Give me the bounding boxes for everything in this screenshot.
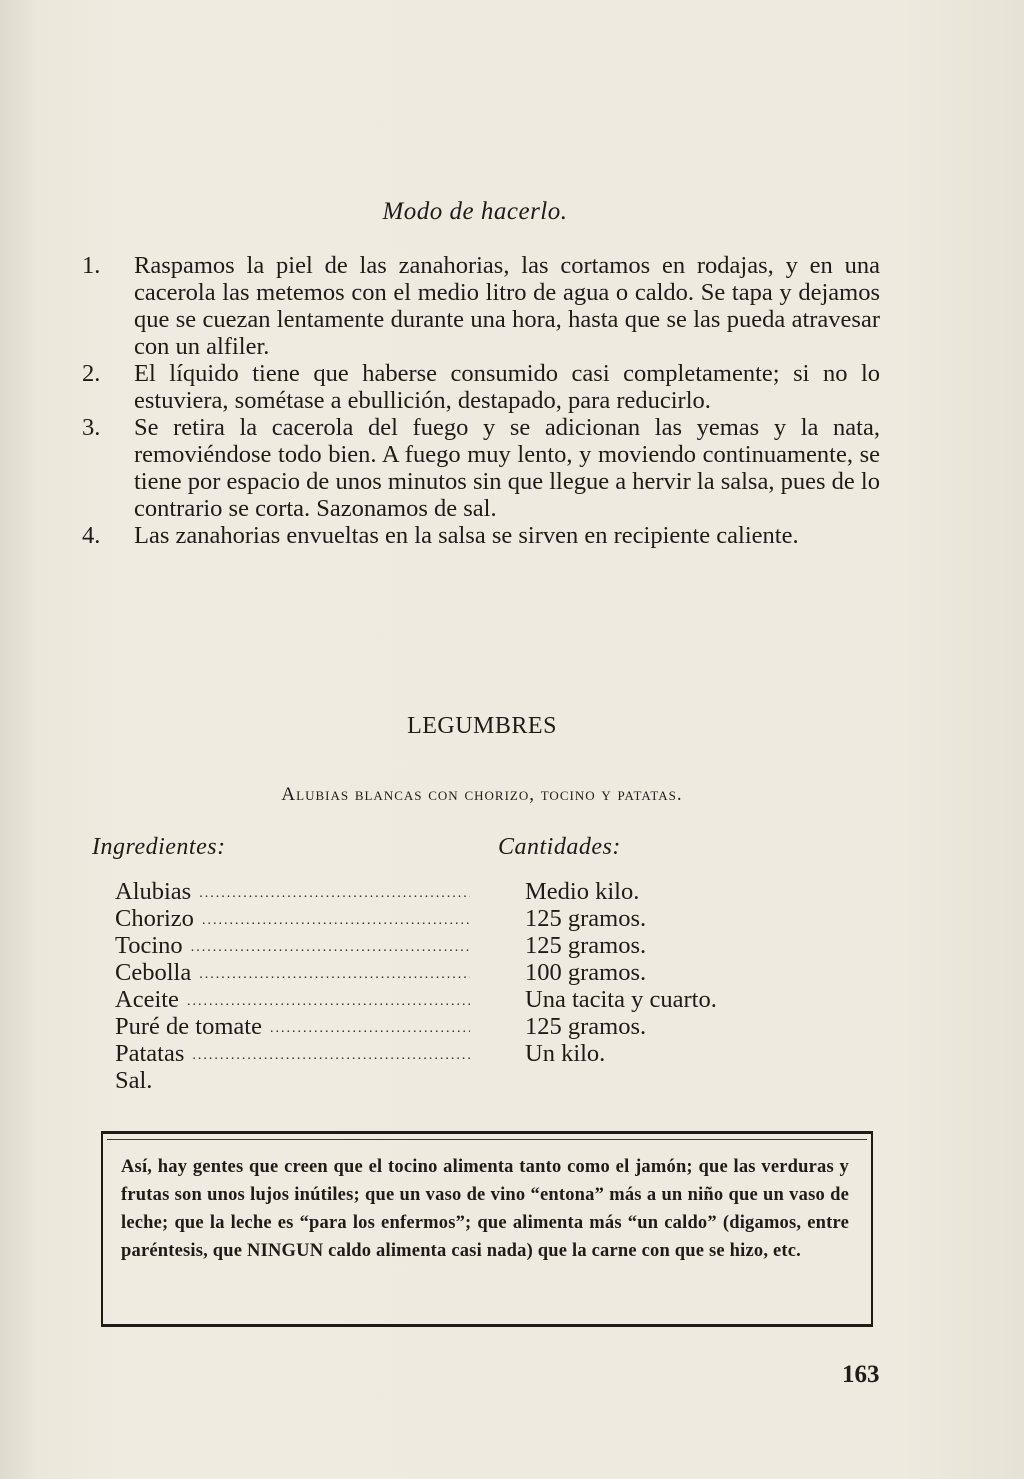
step-number: 2. bbox=[82, 360, 101, 387]
ingredient-row bbox=[115, 932, 815, 959]
dot-leader bbox=[183, 937, 470, 959]
recipe-title: Alubias blancas con chorizo, tocino y patatas. bbox=[281, 784, 683, 805]
ingredient-quantity: Un kilo. bbox=[525, 1040, 606, 1067]
ingredient-name: Tocino bbox=[115, 932, 183, 959]
ingredient-quantity bbox=[470, 1067, 525, 1094]
ingredient-quantity: 125 gramos. bbox=[525, 1013, 647, 1040]
step-text: Raspamos la piel de las zanahorias, las cortamos en rodajas, y en una cacerola las metemos con el medio litro de agua o caldo. Se tapa y dejamos que se cuezan lentamente durante una hora, hasta que se las pueda atravesar con un alfiler. bbox=[134, 252, 880, 360]
dot-leader bbox=[194, 910, 470, 932]
ingredient-row bbox=[115, 878, 815, 905]
ingredient-quantity: 125 gramos. bbox=[525, 905, 647, 932]
quantities-column-header: Cantidades: bbox=[498, 834, 621, 860]
dot-leader bbox=[191, 883, 470, 905]
step-item bbox=[80, 252, 880, 360]
method-heading: Modo de hacerlo. bbox=[382, 198, 568, 225]
ingredient-name: Sal. bbox=[115, 1067, 153, 1094]
ingredient-name: Puré de tomate bbox=[115, 1013, 262, 1040]
ingredient-quantity: Medio kilo. bbox=[525, 878, 640, 905]
step-item bbox=[80, 414, 880, 522]
page-number: 163 bbox=[842, 1361, 880, 1388]
ingredient-row bbox=[115, 1040, 815, 1067]
dot-leader bbox=[191, 964, 470, 986]
ingredient-row bbox=[115, 1067, 815, 1094]
ingredient-name: Chorizo bbox=[115, 905, 194, 932]
step-number: 3. bbox=[82, 414, 101, 441]
dot-leader bbox=[262, 1018, 470, 1040]
ingredient-quantity: Una tacita y cuarto. bbox=[525, 986, 717, 1013]
ingredient-name: Cebolla bbox=[115, 959, 192, 986]
step-item bbox=[80, 360, 880, 414]
step-number: 4. bbox=[82, 522, 101, 549]
step-text: Se retira la cacerola del fuego y se adicionan las yemas y la nata, removiéndose todo bien. A fuego muy lento, y moviendo continuamente, se tiene por espacio de unos minutos sin que llegue a hervir la salsa, pues de lo contrario se corta. Sazonamos de sal. bbox=[134, 414, 880, 522]
dot-leader bbox=[184, 1045, 470, 1067]
note-text: Así, hay gentes que creen que el tocino alimenta tanto como el jamón; que las verduras y frutas son unos lujos inútiles; que un vaso de vino “entona” más a un niño que un vaso de leche; que la leche es “para los enfermos”; que alimenta más “un caldo” (digamos, entre paréntesis, que NINGUN caldo alimenta casi nada) que la carne con que se hizo, etc. bbox=[121, 1157, 849, 1261]
step-number: 1. bbox=[82, 252, 101, 279]
step-text: Las zanahorias envueltas en la salsa se sirven en recipiente caliente. bbox=[134, 522, 799, 549]
note-box bbox=[101, 1131, 873, 1327]
ingredient-name: Alubias bbox=[115, 878, 192, 905]
ingredient-quantity: 125 gramos. bbox=[525, 932, 647, 959]
ingredients-column-header: Ingredientes: bbox=[92, 834, 226, 860]
ingredient-row bbox=[115, 959, 815, 986]
ingredient-name: Aceite bbox=[115, 986, 179, 1013]
section-title: LEGUMBRES bbox=[407, 713, 557, 739]
method-steps bbox=[80, 252, 880, 549]
ingredients-list bbox=[115, 878, 815, 1094]
ingredient-quantity: 100 gramos. bbox=[525, 959, 647, 986]
step-item bbox=[80, 522, 880, 549]
ingredient-row bbox=[115, 986, 815, 1013]
ingredient-name: Patatas bbox=[115, 1040, 185, 1067]
dot-leader bbox=[179, 991, 470, 1013]
ingredient-row bbox=[115, 905, 815, 932]
step-text: El líquido tiene que haberse consumido casi completamente; si no lo estuviera, sométase a ebullición, destapado, para reducirlo. bbox=[134, 360, 880, 414]
ingredient-row bbox=[115, 1013, 815, 1040]
